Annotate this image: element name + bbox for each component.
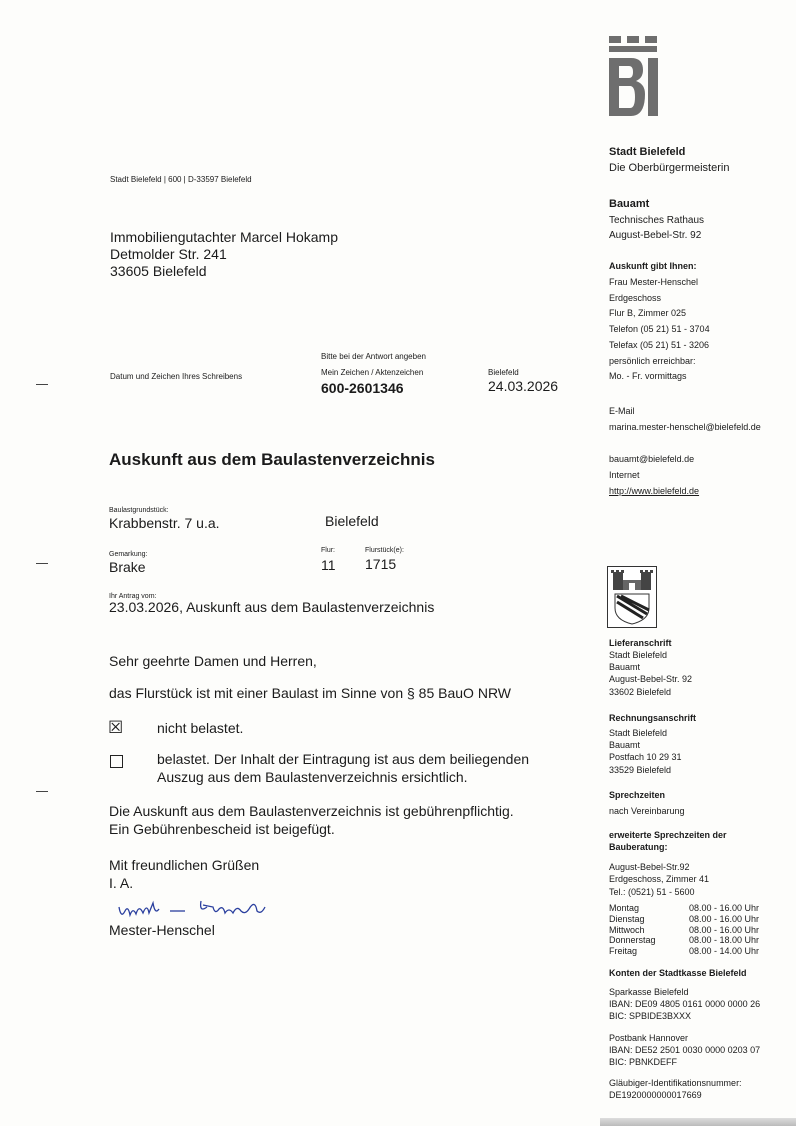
dept-name: Bauamt (609, 198, 650, 210)
handwritten-signature (115, 895, 285, 925)
your-ref-label: Datum und Zeichen Ihres Schreibens (110, 372, 243, 381)
hours-day: Donnerstag (609, 935, 656, 946)
ext-line: Erdgeschoss, Zimmer 41 (609, 874, 710, 885)
creditor-id: DE1920000000017669 (609, 1090, 702, 1101)
contact-line: Mo. - Fr. vormittags (609, 371, 687, 382)
delivery-line: Stadt Bielefeld (609, 650, 668, 661)
dept-email-link[interactable]: bauamt@bielefeld.de (609, 454, 695, 464)
contact-line: Frau Mester-Henschel (609, 276, 699, 287)
checkbox-checked: ☒ (108, 718, 124, 737)
option-encumbered (157, 750, 529, 786)
hours-day: Montag (609, 903, 640, 913)
delivery-heading: Lieferanschrift (609, 638, 672, 648)
district-value: Brake (109, 559, 146, 575)
recipient-address (110, 229, 338, 279)
fee-line1: Die Auskunft aus dem Baulastenverzeichnis ist gebührenpflichtig. (109, 803, 514, 819)
bank-name: Sparkasse Bielefeld (609, 987, 689, 998)
subject-heading: Auskunft aus dem Baulastenverzeichnis (109, 450, 435, 469)
bank-bic: BIC: SPBIDE3BXXX (609, 1011, 692, 1022)
office-hours (609, 787, 685, 819)
fee-notice (109, 802, 514, 838)
bielefeld-logo (609, 36, 659, 116)
hours-time: 08.00 - 14.00 Uhr (689, 946, 760, 957)
letter-date: 24.03.2026 (488, 378, 559, 394)
hours-row (609, 925, 759, 936)
letter-place: Bielefeld (488, 368, 519, 377)
hours-day: Freitag (609, 946, 638, 957)
option-encumbered-line2: Auszug aus dem Baulastenverzeichnis ersichtlich. (157, 769, 468, 786)
bank-accounts (609, 967, 760, 1101)
accounts-heading: Konten der Stadtkasse Bielefeld (609, 968, 747, 978)
ext-hours-heading-2: Bauberatung: (609, 842, 668, 853)
fold-mark (36, 791, 48, 792)
recipient-street: Detmolder Str. 241 (110, 245, 227, 262)
option-encumbered-line1: belastet. Der Inhalt der Eintragung ist aus dem beiliegenden (157, 751, 530, 767)
delivery-line: Bauamt (609, 662, 641, 673)
delivery-line: August-Bebel-Str. 92 (609, 674, 693, 685)
hours-time: 08.00 - 16.00 Uhr (689, 924, 760, 935)
hours-row (609, 946, 759, 957)
closing-text: Mit freundlichen Grüßen (109, 857, 260, 873)
dept-block (609, 196, 704, 243)
recipient-name: Immobiliengutachter Marcel Hokamp (110, 229, 338, 245)
billing-line: Postfach 10 29 31 (609, 752, 682, 763)
flur-label: Flur: (321, 547, 335, 554)
bank-name: Postbank Hannover (609, 1032, 689, 1043)
file-number: 600-2601346 (321, 380, 404, 396)
option-not-encumbered: nicht belastet. (157, 720, 244, 736)
ext-phone: Tel.: (0521) 51 - 5600 (609, 886, 695, 897)
hours-day: Mittwoch (609, 924, 645, 935)
org-name: Stadt Bielefeld (609, 146, 686, 158)
email-link[interactable]: marina.mester-henschel@bielefeld.de (609, 421, 761, 432)
org-sub: Die Oberbürgermeisterin (609, 161, 730, 174)
fold-mark (36, 563, 48, 564)
checkbox-unchecked (110, 755, 123, 768)
hours-time: 08.00 - 16.00 Uhr (689, 913, 760, 924)
intro-text: das Flurstück ist mit einer Baulast im Sinne von § 85 BauO NRW (109, 685, 512, 701)
creditor-label: Gläubiger-Identifikationsnummer: (609, 1077, 742, 1088)
please-cite-label: Bitte bei der Antwort angeben (321, 352, 426, 361)
website-link[interactable]: http://www.bielefeld.de (609, 485, 700, 496)
contact-heading: Auskunft gibt Ihnen: (609, 261, 697, 271)
contact-phone: Telefon (05 21) 51 - 3704 (609, 324, 710, 334)
billing-heading: Rechnungsanschrift (609, 713, 697, 723)
coat-of-arms-icon (607, 566, 657, 628)
plot-label: Baulastgrundstück: (109, 507, 169, 514)
recipient-city: 33605 Bielefeld (110, 262, 207, 279)
signatory-name: Mester-Henschel (109, 922, 215, 938)
bank-bic: BIC: PBNKDEFF (609, 1056, 678, 1067)
hours-text: nach Vereinbarung (609, 806, 685, 817)
billing-address (609, 712, 696, 776)
hours-row (609, 914, 759, 925)
ext-hours-heading: erweiterte Sprechzeiten der (609, 830, 727, 840)
my-ref-label: Mein Zeichen / Aktenzeichen (321, 368, 424, 377)
hours-time: 08.00 - 16.00 Uhr (689, 903, 760, 913)
request-label: Ihr Antrag vom: (109, 593, 157, 600)
dept-line2: August-Bebel-Str. 92 (609, 229, 702, 241)
extended-hours (609, 829, 727, 898)
contact-line: Erdgeschoss (609, 292, 662, 303)
contact-fax: Telefax (05 21) 51 - 3206 (609, 339, 710, 350)
contact-block (609, 259, 710, 385)
plot-city: Bielefeld (325, 513, 379, 529)
hours-day: Dienstag (609, 913, 645, 924)
sender-line: Stadt Bielefeld | 600 | D-33597 Bielefeld (110, 175, 252, 184)
billing-line: Stadt Bielefeld (609, 728, 668, 739)
fold-mark (36, 384, 48, 385)
billing-line: 33529 Bielefeld (609, 764, 672, 775)
ext-line: August-Bebel-Str.92 (609, 862, 690, 873)
closing (109, 856, 259, 892)
hours-heading: Sprechzeiten (609, 790, 666, 800)
billing-line: Bauamt (609, 740, 641, 751)
request-value: 23.03.2026, Auskunft aus dem Baulastenverzeichnis (109, 599, 435, 615)
hours-table (609, 903, 759, 957)
bank-iban: IBAN: DE09 4805 0161 0000 0000 26 (609, 999, 761, 1010)
hours-row (609, 903, 759, 914)
email-label: E-Mail (609, 406, 635, 416)
delivery-line: 33602 Bielefeld (609, 686, 672, 697)
delivery-address (609, 637, 692, 698)
internet-label: Internet (609, 469, 640, 480)
contact-line: persönlich erreichbar: (609, 355, 696, 366)
internet-block (609, 452, 699, 499)
hours-row (609, 935, 759, 946)
fee-line2: Ein Gebührenbescheid ist beigefügt. (109, 821, 335, 838)
plot-value: Krabbenstr. 7 u.a. (109, 515, 220, 531)
ia-text: I. A. (109, 875, 134, 892)
district-label: Gemarkung: (109, 551, 148, 558)
scan-edge-shadow (600, 1118, 796, 1126)
contact-line: Flur B, Zimmer 025 (609, 308, 687, 319)
salutation: Sehr geehrte Damen und Herren, (109, 653, 317, 669)
email-block (609, 404, 761, 436)
parcel-label: Flurstück(e): (365, 547, 404, 554)
flur-value: 11 (321, 557, 336, 573)
dept-line1: Technisches Rathaus (609, 214, 705, 226)
org-block (609, 145, 729, 177)
bank-iban: IBAN: DE52 2501 0030 0000 0203 07 (609, 1044, 761, 1055)
parcel-value: 1715 (365, 556, 397, 572)
hours-time: 08.00 - 18.00 Uhr (689, 935, 760, 946)
